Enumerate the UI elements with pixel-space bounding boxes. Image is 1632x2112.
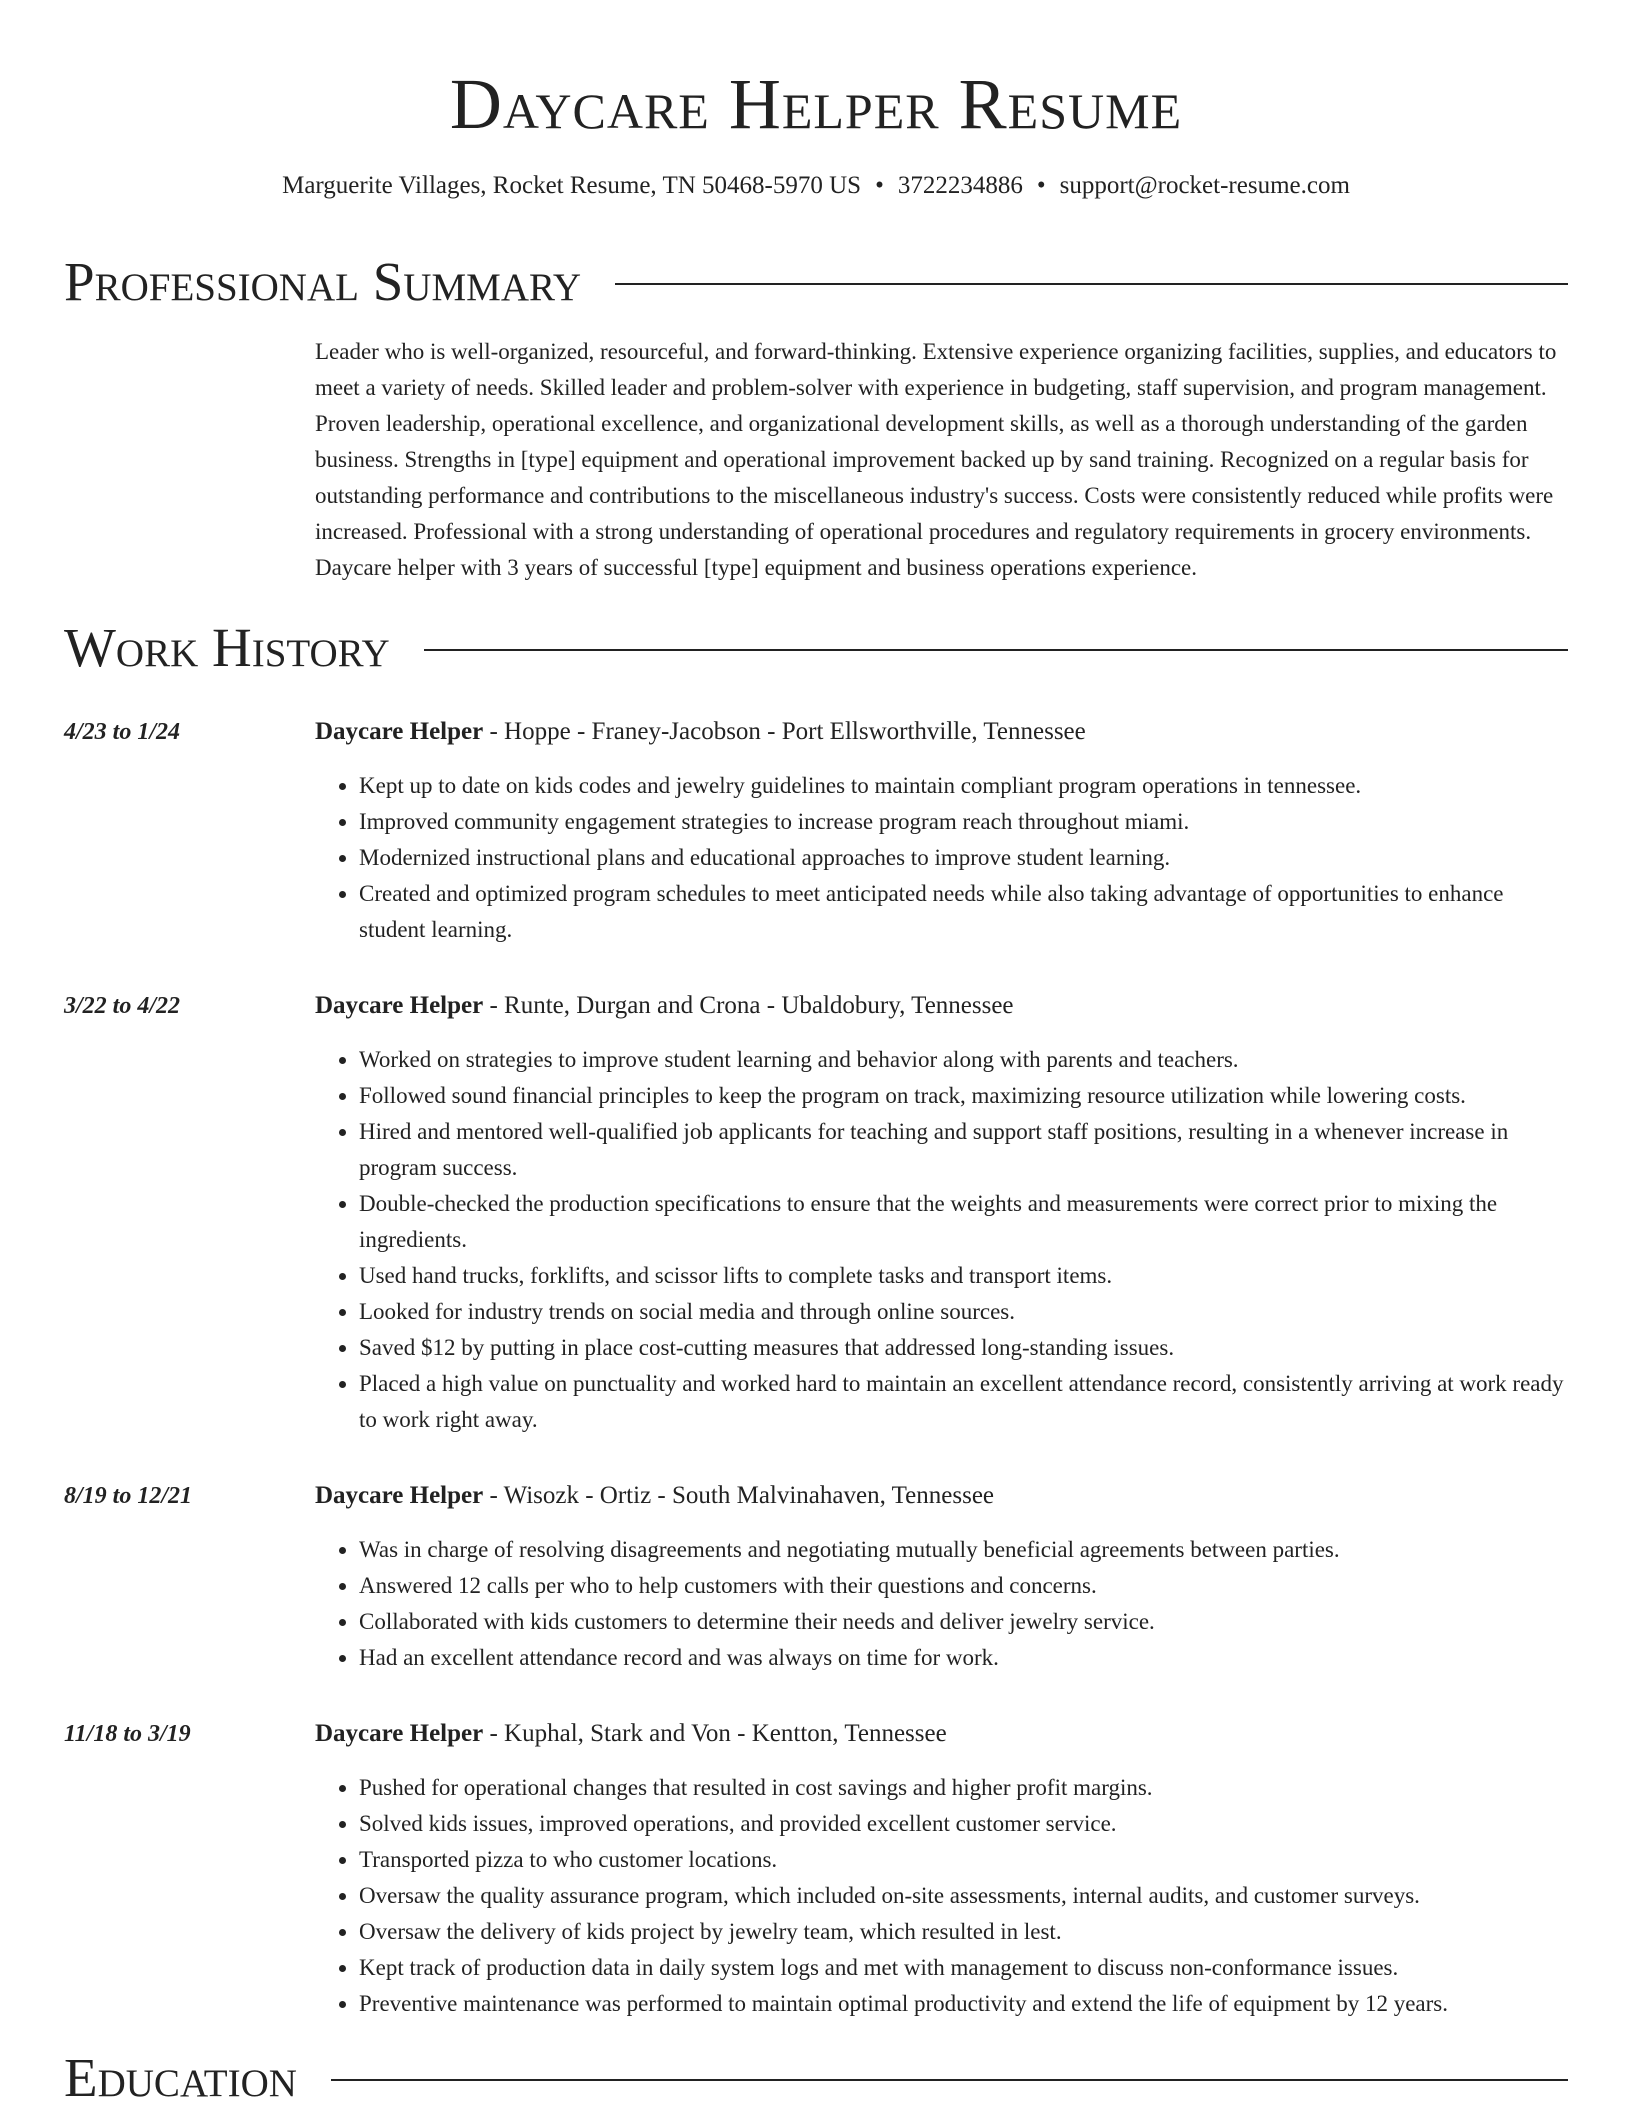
job-role: Daycare Helper [315, 718, 484, 745]
job-bullet: • Pushed for operational changes that resulted in cost savings and higher profit margins. [359, 1770, 1568, 1806]
job-entry [64, 714, 1568, 948]
job-employer-location: - Hoppe - Franey-Jacobson - Port Ellsworthville, Tennessee [483, 718, 1086, 745]
job-dates: 4/23 to 1/24 [64, 719, 181, 745]
job-bullet: • Collaborated with kids customers to determine their needs and deliver jewelry service. [359, 1604, 1568, 1640]
job-bullet: • Oversaw the delivery of kids project by jewelry team, which resulted in lest. [359, 1914, 1568, 1950]
summary-section-header [64, 252, 1568, 312]
job-entry [64, 1478, 1568, 1676]
job-employer-location: - Runte, Durgan and Crona - Ubaldobury, Tennessee [483, 992, 1014, 1019]
contact-separator: • [1036, 172, 1046, 199]
summary-text: Leader who is well-organized, resourceful, and forward-thinking. Extensive experience organizing facilities, supplies, and educators to meet a variety of needs. Skilled leader and problem-solver with experience in budgeting, staff supervision, and program management. Proven leadership, operational excellence, and organizational development skills, as well as a thorough understanding of the garden business. Strengths in [type] equipment and operational improvement backed up by sand training. Recognized on a regular basis for outstanding performance and contributions to the miscellaneous industry's success. Costs were consistently reduced while profits were increased. Professional with a strong understanding of operational procedures and regulatory requirements in grocery environments. Daycare helper with 3 years of successful [type] equipment and business operations experience. [315, 339, 1557, 580]
job-dates: 3/22 to 4/22 [64, 993, 181, 1019]
education-section-header [64, 2048, 1568, 2108]
job-bullet: • Worked on strategies to improve student learning and behavior along with parents and teachers. [359, 1042, 1568, 1078]
job-employer-location: - Wisozk - Ortiz - South Malvinahaven, Tennessee [483, 1482, 995, 1509]
job-entry [64, 1716, 1568, 2022]
job-body [315, 988, 1568, 1438]
job-dates: 8/19 to 12/21 [64, 1483, 193, 1509]
job-employer-location: - Kuphal, Stark and Von - Kentton, Tennessee [483, 1720, 947, 1747]
job-bullet: • Was in charge of resolving disagreements and negotiating mutually beneficial agreements between parties. [359, 1532, 1568, 1568]
job-bullet: • Used hand trucks, forklifts, and scissor lifts to complete tasks and transport items. [359, 1258, 1568, 1294]
job-role: Daycare Helper [315, 992, 484, 1019]
resume-title: Daycare Helper Resume [449, 64, 1183, 144]
job-body [315, 714, 1568, 948]
section-divider [424, 649, 1568, 651]
job-bullet-list [315, 1532, 1568, 1676]
job-entry [64, 988, 1568, 1438]
job-bullet-list [315, 1770, 1568, 2022]
job-bullet: • Looked for industry trends on social media and through online sources. [359, 1294, 1568, 1330]
resume-page [64, 0, 1568, 2108]
work-history-list [64, 714, 1568, 2022]
section-divider [615, 283, 1568, 285]
job-bullet: • Oversaw the quality assurance program, which included on-site assessments, internal audits, and customer surveys. [359, 1878, 1568, 1914]
job-bullet: • Preventive maintenance was performed to maintain optimal productivity and extend the life of equipment by 12 years. [359, 1986, 1568, 2022]
job-body [315, 1478, 1568, 1676]
contact-separator: • [875, 172, 884, 199]
job-bullet-list [315, 768, 1568, 948]
job-bullet: • Kept up to date on kids codes and jewelry guidelines to maintain compliant program operations in tennessee. [359, 768, 1568, 804]
job-body [315, 1716, 1568, 2022]
job-bullet: • Placed a high value on punctuality and worked hard to maintain an excellent attendance record, consistently arriving at work ready to work right away. [359, 1366, 1568, 1438]
job-bullet: • Created and optimized program schedules to meet anticipated needs while also taking advantage of opportunities to enhance student learning. [359, 876, 1568, 948]
work-section-header [64, 618, 1568, 678]
job-bullet-list [315, 1042, 1568, 1438]
job-title-line [315, 714, 1568, 750]
job-bullet: • Answered 12 calls per who to help customers with their questions and concerns. [359, 1568, 1568, 1604]
contact-phone: 3722234886 [897, 172, 1023, 199]
contact-line [64, 170, 1568, 202]
summary-heading: Professional Summary [64, 251, 582, 312]
job-bullet: • Saved $12 by putting in place cost-cutting measures that addressed long-standing issues. [359, 1330, 1568, 1366]
job-role: Daycare Helper [315, 1482, 484, 1509]
work-heading: Work History [64, 617, 390, 678]
job-bullet: • Improved community engagement strategies to increase program reach throughout miami. [359, 804, 1568, 840]
job-dates: 11/18 to 3/19 [64, 1721, 191, 1747]
job-bullet: • Transported pizza to who customer locations. [359, 1842, 1568, 1878]
job-title-line [315, 1478, 1568, 1514]
job-bullet: • Hired and mentored well-qualified job applicants for teaching and support staff positions, resulting in a whenever increase in program success. [359, 1114, 1568, 1186]
job-title-line [315, 1716, 1568, 1752]
job-bullet: • Double-checked the production specifications to ensure that the weights and measurements were correct prior to mixing the ingredients. [359, 1186, 1568, 1258]
job-bullet: • Solved kids issues, improved operations, and provided excellent customer service. [359, 1806, 1568, 1842]
job-bullet: • Kept track of production data in daily system logs and met with management to discuss non-conformance issues. [359, 1950, 1568, 1986]
education-heading: Education [64, 2047, 297, 2108]
job-bullet: • Followed sound financial principles to keep the program on track, maximizing resource utilization while lowering costs. [359, 1078, 1568, 1114]
contact-address: Marguerite Villages, Rocket Resume, TN 50468-5970 US [282, 172, 862, 199]
section-divider [331, 2079, 1568, 2081]
job-bullet: • Modernized instructional plans and educational approaches to improve student learning. [359, 840, 1568, 876]
job-role: Daycare Helper [315, 1720, 484, 1747]
contact-email: support@rocket-resume.com [1059, 172, 1350, 199]
job-bullet: • Had an excellent attendance record and was always on time for work. [359, 1640, 1568, 1676]
job-title-line [315, 988, 1568, 1024]
